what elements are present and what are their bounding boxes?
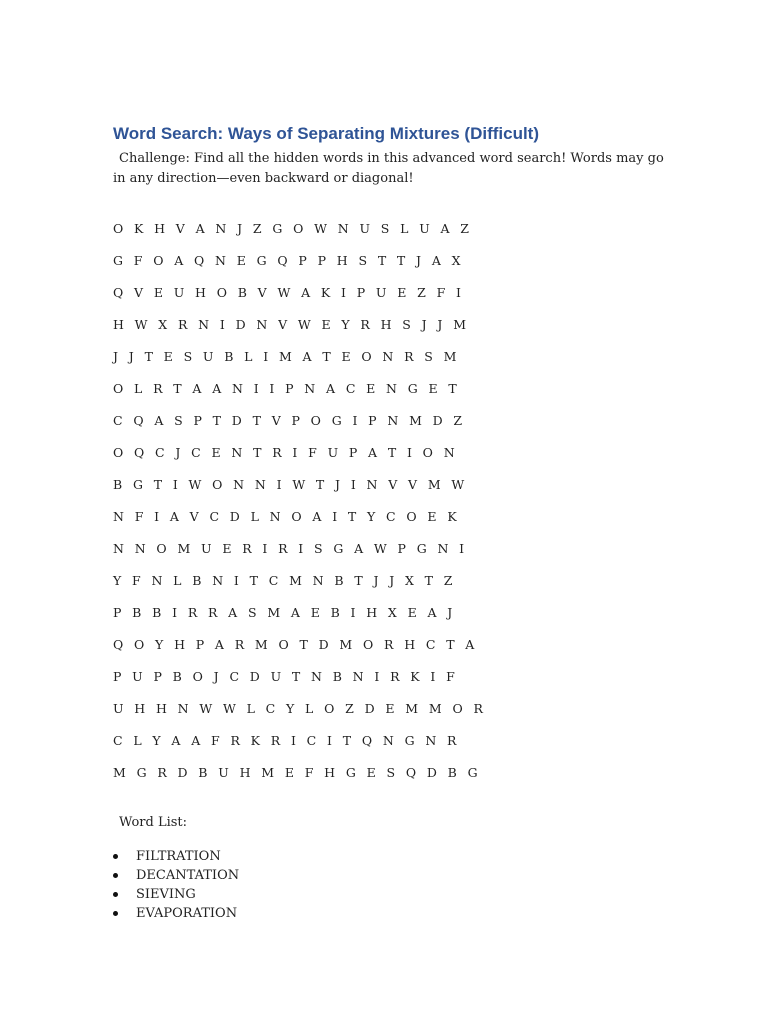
word-list-label: Word List: [119,815,188,830]
grid-row: N F I A V C D L N O A I T Y C O E K [113,509,461,524]
grid-row: G F O A Q N E G Q P P H S T T J A X [113,253,464,268]
grid-row: H W X R N I D N V W E Y R H S J J M [113,317,470,332]
grid-row: O Q C J C E N T R I F U P A T I O N [113,445,459,460]
grid-row: Q O Y H P A R M O T D M O R H C T A [113,637,478,652]
document-title: Word Search: Ways of Separating Mixtures (Difficult) [113,124,540,143]
bullet-icon [113,873,118,878]
word-list-item-text: SIEVING [136,887,196,902]
bullet-icon [113,892,118,897]
grid-row: M G R D B U H M E F H G E S Q D B G [113,765,481,780]
grid-row: U H H N W W L C Y L O Z D E M M O R [113,701,487,716]
grid-row: C Q A S P T D T V P O G I P N M D Z [113,413,466,428]
grid-row: P B B I R R A S M A E B I H X E A J [113,605,456,620]
word-list-item-text: FILTRATION [136,849,221,864]
word-list-item [113,904,239,923]
word-list-item [113,866,239,885]
challenge-text-content: Challenge: Find all the hidden words in this advanced word search! Words may go in any direction—even backward or diagonal! [113,151,664,186]
grid-row: Y F N L B N I T C M N B T J J X T Z [113,573,456,588]
grid-row: J J T E S U B L I M A T E O N R S M [113,349,460,364]
word-search-grid [113,217,486,793]
bullet-icon [113,911,118,916]
word-list [113,847,239,923]
grid-row: Q V E U H O B V W A K I P U E Z F I [113,285,465,300]
word-list-item [113,885,239,904]
word-list-item [113,847,239,866]
challenge-text [113,149,673,189]
grid-row: P U P B O J C D U T N B N I R K I F [113,669,459,684]
bullet-icon [113,854,118,859]
grid-row: B G T I W O N N I W T J I N V V M W [113,477,468,492]
grid-row: O K H V A N J Z G O W N U S L U A Z [113,221,473,236]
word-list-item-text: EVAPORATION [136,906,238,921]
grid-row: C L Y A A F R K R I C I T Q N G N R [113,733,460,748]
grid-row: N N O M U E R I R I S G A W P G N I [113,541,468,556]
grid-row: O L R T A A N I I P N A C E N G E T [113,381,461,396]
word-list-item-text: DECANTATION [136,868,240,883]
